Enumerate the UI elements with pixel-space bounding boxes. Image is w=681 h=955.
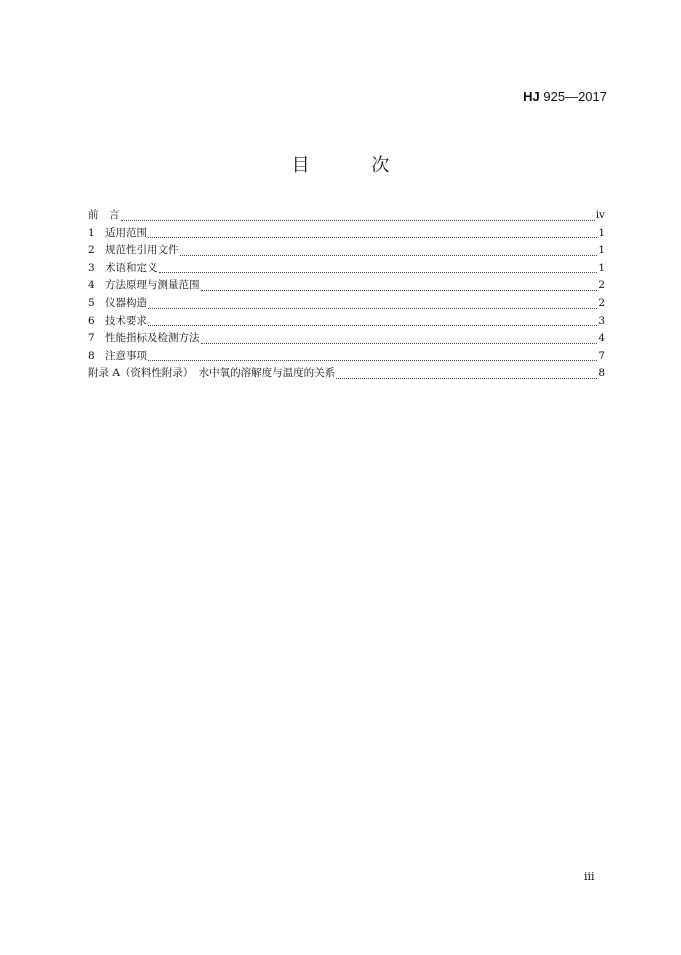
toc-entry-label: 附录 A（资料性附录） 水中氧的溶解度与温度的关系: [88, 367, 336, 380]
table-of-contents: [88, 207, 605, 383]
toc-entry-label: 适用范围: [105, 226, 147, 239]
toc-entry-page: 4: [598, 332, 605, 345]
standard-code: [523, 89, 607, 104]
toc-entry-number: 7: [88, 332, 95, 345]
toc-dot-leader: [336, 377, 597, 379]
toc-entry-label: 术语和定义: [105, 261, 158, 274]
toc-entry-page: 2: [598, 296, 605, 309]
toc-dot-leader: [121, 219, 595, 221]
toc-entry-page: 1: [598, 261, 605, 274]
toc-entry-label: 前 言: [88, 209, 120, 221]
toc-entry-page: 2: [598, 279, 605, 292]
toc-entry[interactable]: [88, 365, 605, 383]
toc-entry[interactable]: [88, 242, 605, 260]
toc-entry[interactable]: [88, 348, 605, 366]
toc-entry-number: 8: [88, 349, 95, 362]
toc-entry-page: 1: [598, 226, 605, 239]
toc-dot-leader: [201, 289, 598, 291]
toc-dot-leader: [159, 271, 598, 273]
toc-dot-leader: [148, 324, 597, 326]
toc-entry-page: 7: [598, 349, 605, 362]
standard-code-number: 925—2017: [539, 89, 607, 104]
toc-entry-number: 2: [88, 244, 95, 257]
toc-entry-label: 方法原理与测量范围: [105, 279, 200, 292]
toc-entry-label: 仪器构造: [105, 296, 147, 309]
page-number: iii: [584, 870, 595, 883]
toc-entry-label: 技术要求: [105, 314, 147, 327]
toc-entry-label: 规范性引用文件: [105, 244, 179, 257]
toc-entry-page: 1: [598, 244, 605, 257]
standard-code-prefix: HJ: [523, 89, 540, 104]
toc-entry[interactable]: [88, 313, 605, 331]
toc-dot-leader: [148, 307, 597, 309]
toc-dot-leader: [148, 236, 597, 238]
toc-entry-page: iv: [595, 209, 605, 221]
toc-entry-label: 性能指标及检测方法: [105, 332, 200, 345]
toc-entry-page: 3: [598, 314, 605, 327]
toc-dot-leader: [180, 254, 598, 256]
toc-entry[interactable]: [88, 295, 605, 313]
toc-entry[interactable]: [88, 330, 605, 348]
toc-entry-page: 8: [598, 367, 605, 380]
toc-entry[interactable]: [88, 225, 605, 243]
toc-entry-number: 4: [88, 279, 95, 292]
toc-entry-number: 3: [88, 261, 95, 274]
toc-entry[interactable]: [88, 260, 605, 278]
toc-title: 目 次: [291, 155, 418, 176]
toc-entry-number: 1: [88, 226, 95, 239]
toc-entry-label: 注意事项: [105, 349, 147, 362]
toc-dot-leader: [148, 359, 597, 361]
toc-entry-number: 5: [88, 296, 95, 309]
toc-entry[interactable]: [88, 277, 605, 295]
toc-entry[interactable]: [88, 207, 605, 225]
toc-entry-number: 6: [88, 314, 95, 327]
toc-dot-leader: [201, 342, 598, 344]
